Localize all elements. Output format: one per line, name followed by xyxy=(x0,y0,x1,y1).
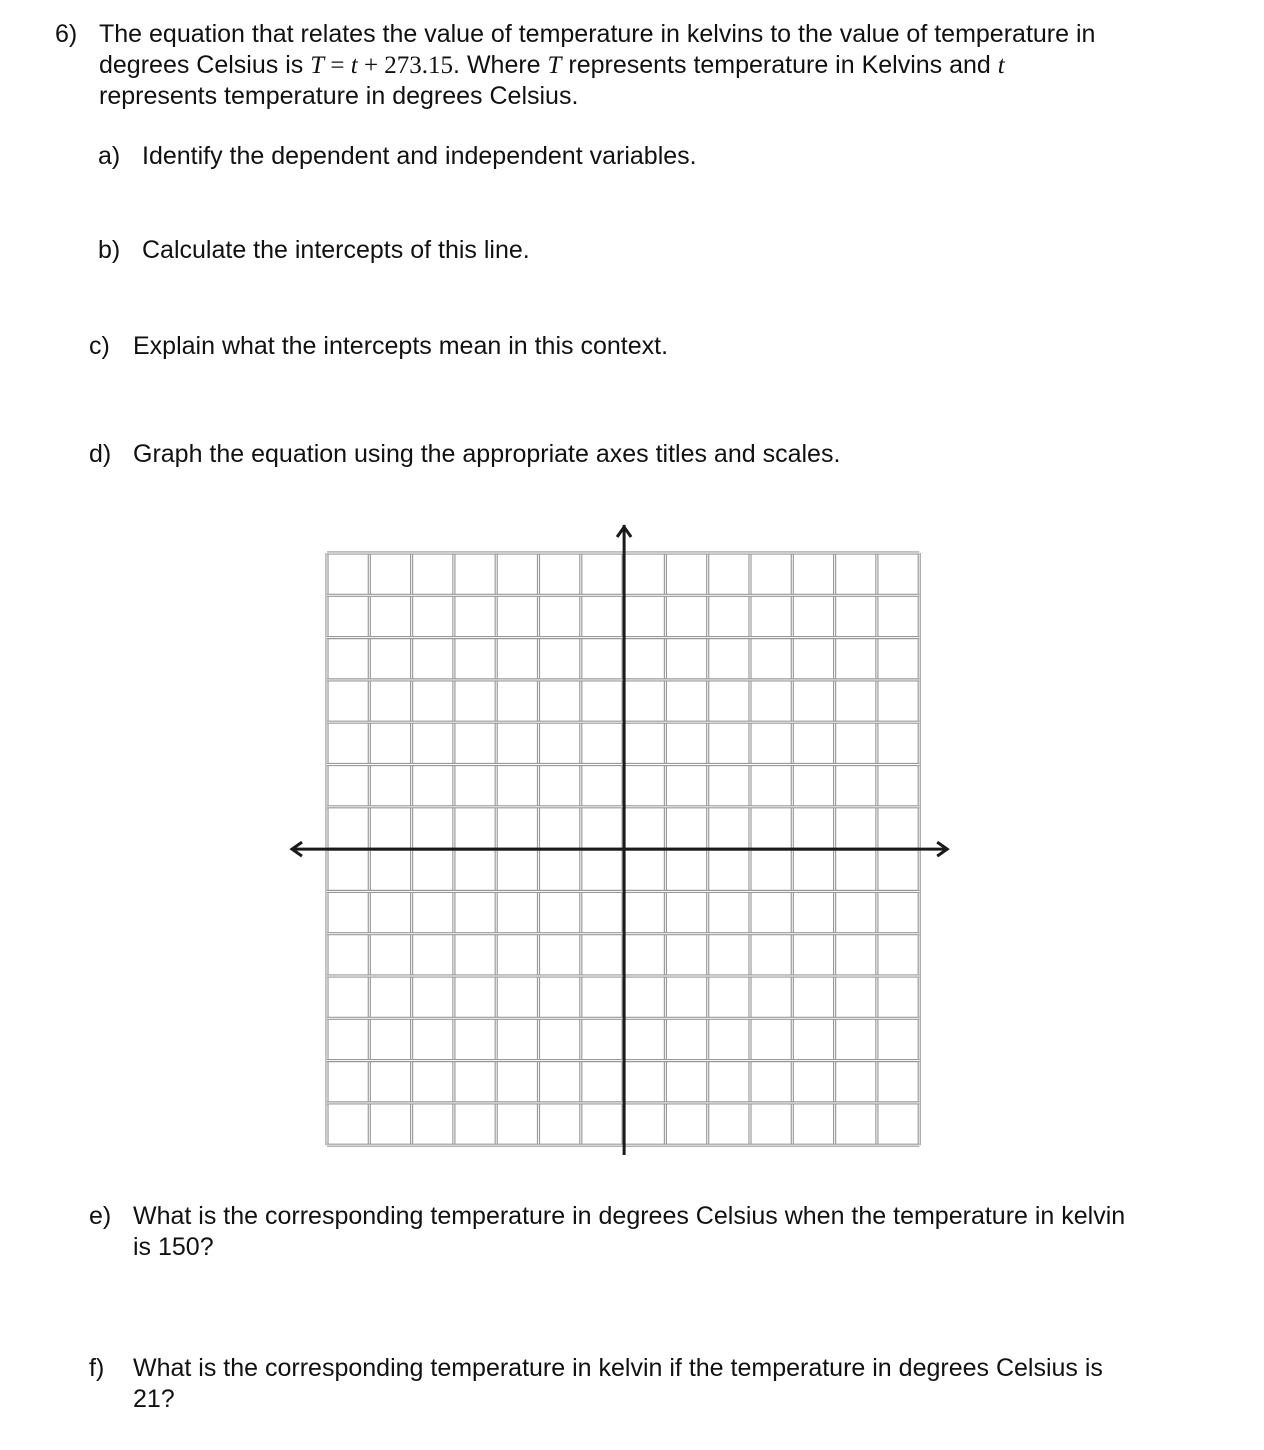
question-line-3: represents temperature in degrees Celsius. xyxy=(99,82,579,110)
question-line-2: degrees Celsius is T = t + 273.15. Where T represents temperature in Kelvins and t xyxy=(99,51,1005,79)
part-b-label: b) xyxy=(98,236,121,264)
part-a-text: Identify the dependent and independent variables. xyxy=(142,142,697,170)
question-line-1: The equation that relates the value of temperature in kelvins to the value of temperature in xyxy=(99,20,1096,48)
question-stem xyxy=(55,19,1245,115)
part-f-line-2: 21? xyxy=(133,1385,175,1413)
part-e-label: e) xyxy=(89,1202,112,1230)
part-f-label: f) xyxy=(89,1354,105,1382)
part-f-line-1: What is the corresponding temperature in kelvin if the temperature in degrees Celsius is xyxy=(133,1354,1103,1382)
part-b-text: Calculate the intercepts of this line. xyxy=(142,236,530,264)
coordinate-grid xyxy=(280,515,960,1155)
var-T: T xyxy=(310,52,325,79)
part-c xyxy=(89,331,1089,363)
part-a-label: a) xyxy=(98,142,121,170)
part-e xyxy=(89,1201,1249,1265)
var-t: t xyxy=(350,52,358,79)
part-d-label: d) xyxy=(89,440,112,468)
var-t-2: t xyxy=(997,52,1005,79)
part-c-text: Explain what the intercepts mean in this context. xyxy=(133,332,669,360)
part-d-text: Graph the equation using the appropriate axes titles and scales. xyxy=(133,440,841,468)
part-f xyxy=(89,1353,1249,1417)
question-text xyxy=(99,19,1095,112)
part-c-label: c) xyxy=(89,332,110,360)
part-d xyxy=(89,439,1189,471)
question-number: 6) xyxy=(55,20,78,48)
part-a xyxy=(98,141,1098,173)
var-T-2: T xyxy=(547,52,562,79)
part-e-line-2: is 150? xyxy=(133,1233,214,1261)
part-b xyxy=(98,235,1098,267)
part-e-line-1: What is the corresponding temperature in degrees Celsius when the temperature in kelvin xyxy=(133,1202,1126,1230)
